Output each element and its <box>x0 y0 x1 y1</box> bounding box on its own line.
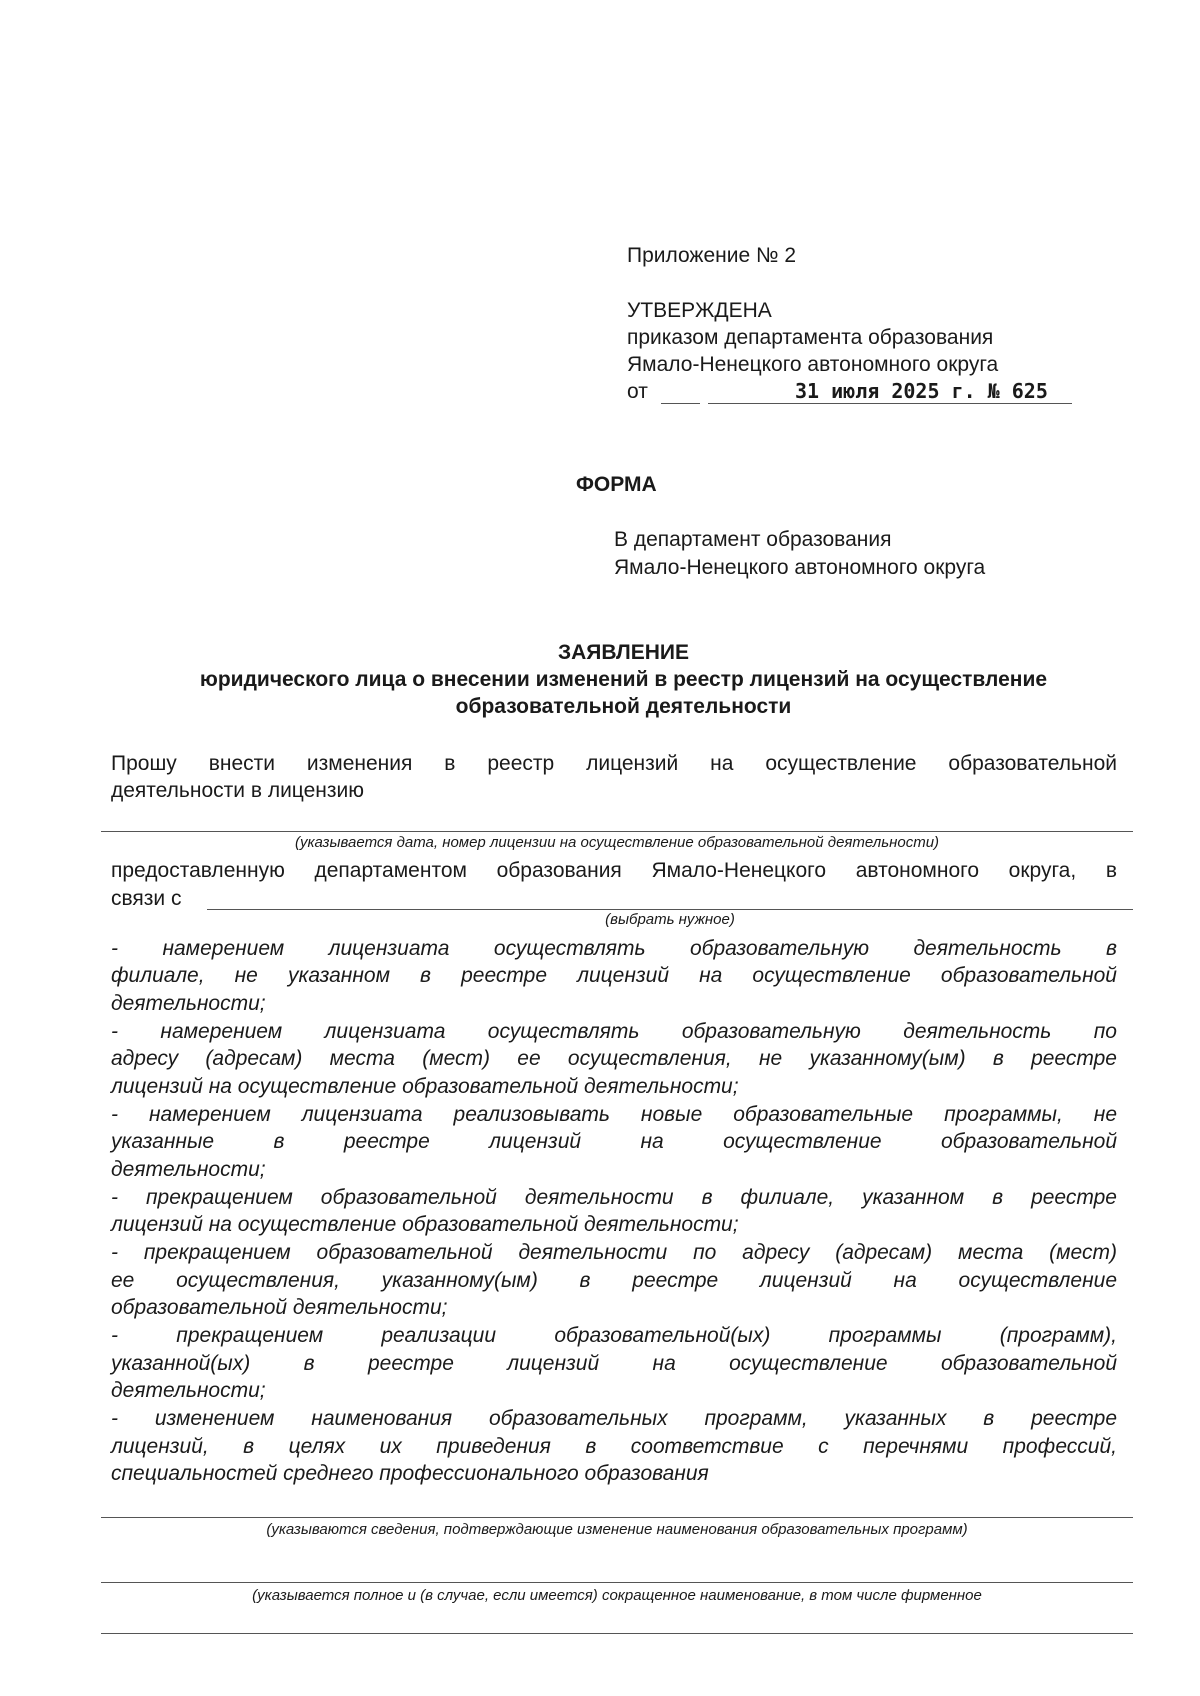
order-line-1: приказом департамента образования <box>627 326 994 349</box>
document-title: ЗАЯВЛЕНИЕ <box>557 641 690 664</box>
option-line: деятельности; <box>111 992 266 1015</box>
option-line: указанные в реестре лицензий на осуществление образовательной <box>111 1130 1117 1153</box>
request-line-2: деятельности в лицензию <box>111 779 364 802</box>
name-blank-line-2 <box>101 1633 1133 1634</box>
option-line: ее осуществления, указанному(ым) в реестре лицензий на осуществление <box>111 1269 1117 1292</box>
option-line: - прекращением реализации образовательной(ых) программы (программ), <box>111 1324 1117 1347</box>
request-line-1: Прошу внести изменения в реестр лицензий на осуществление образовательной <box>111 752 1117 775</box>
option-line: - прекращением образовательной деятельности в филиале, указанном в реестре <box>111 1186 1117 1209</box>
option-line: деятельности; <box>111 1379 266 1402</box>
provided-line-1: предоставленную департаментом образования Ямало-Ненецкого автономного округа, в <box>111 859 1117 882</box>
programs-blank-line <box>101 1517 1133 1518</box>
document-subtitle-1: юридического лица о внесении изменений в реестр лицензий на осуществление <box>199 668 1048 691</box>
order-line-2: Ямало-Ненецкого автономного округа <box>627 353 999 376</box>
reason-caption: (выбрать нужное) <box>605 911 735 928</box>
option-line: филиале, не указанном в реестре лицензий на осуществление образовательной <box>111 964 1117 987</box>
option-line: указанной(ых) в реестре лицензий на осуществление образовательной <box>111 1352 1117 1375</box>
option-line: лицензий на осуществление образовательной деятельности; <box>111 1213 739 1236</box>
form-label: ФОРМА <box>576 473 657 496</box>
date-prefix: от <box>627 380 648 403</box>
option-line: образовательной деятельности; <box>111 1296 448 1319</box>
option-line: специальностей среднего профессионального образования <box>111 1462 709 1485</box>
license-caption: (указывается дата, номер лицензии на осуществление образовательной деятельности) <box>294 834 940 851</box>
programs-caption: (указываются сведения, подтверждающие изменение наименования образовательных программ) <box>266 1521 968 1538</box>
license-blank-line <box>101 831 1133 832</box>
option-line: лицензий на осуществление образовательной деятельности; <box>111 1075 739 1098</box>
option-line: - намерением лицензиата осуществлять образовательную деятельность в <box>111 937 1117 960</box>
name-caption: (указывается полное и (в случае, если имеется) сокращенное наименование, в том числе фирменное <box>252 1587 982 1604</box>
addressee-line-1: В департамент образования <box>614 528 892 551</box>
approved-label: УТВЕРЖДЕНА <box>627 299 772 322</box>
provided-line-2: связи с <box>111 887 182 910</box>
option-line: - намерением лицензиата реализовывать новые образовательные программы, не <box>111 1103 1117 1126</box>
option-line: лицензий, в целях их приведения в соответствие с перечнями профессий, <box>111 1435 1117 1458</box>
document-subtitle-2: образовательной деятельности <box>455 695 792 718</box>
reason-blank-line <box>207 909 1133 910</box>
option-line: - прекращением образовательной деятельности по адресу (адресам) места (мест) <box>111 1241 1117 1264</box>
addressee-line-2: Ямало-Ненецкого автономного округа <box>614 556 986 579</box>
appendix-label: Приложение № 2 <box>627 244 797 267</box>
option-line: адресу (адресам) места (мест) ее осуществления, не указанному(ым) в реестре <box>111 1047 1117 1070</box>
name-blank-line <box>101 1582 1133 1583</box>
option-line: - изменением наименования образовательных программ, указанных в реестре <box>111 1407 1117 1430</box>
date-stamp: 31 июля 2025 г. № 625 <box>795 379 1048 403</box>
option-line: - намерением лицензиата осуществлять образовательную деятельность по <box>111 1020 1117 1043</box>
option-line: деятельности; <box>111 1158 266 1181</box>
date-blank-short <box>661 403 700 404</box>
